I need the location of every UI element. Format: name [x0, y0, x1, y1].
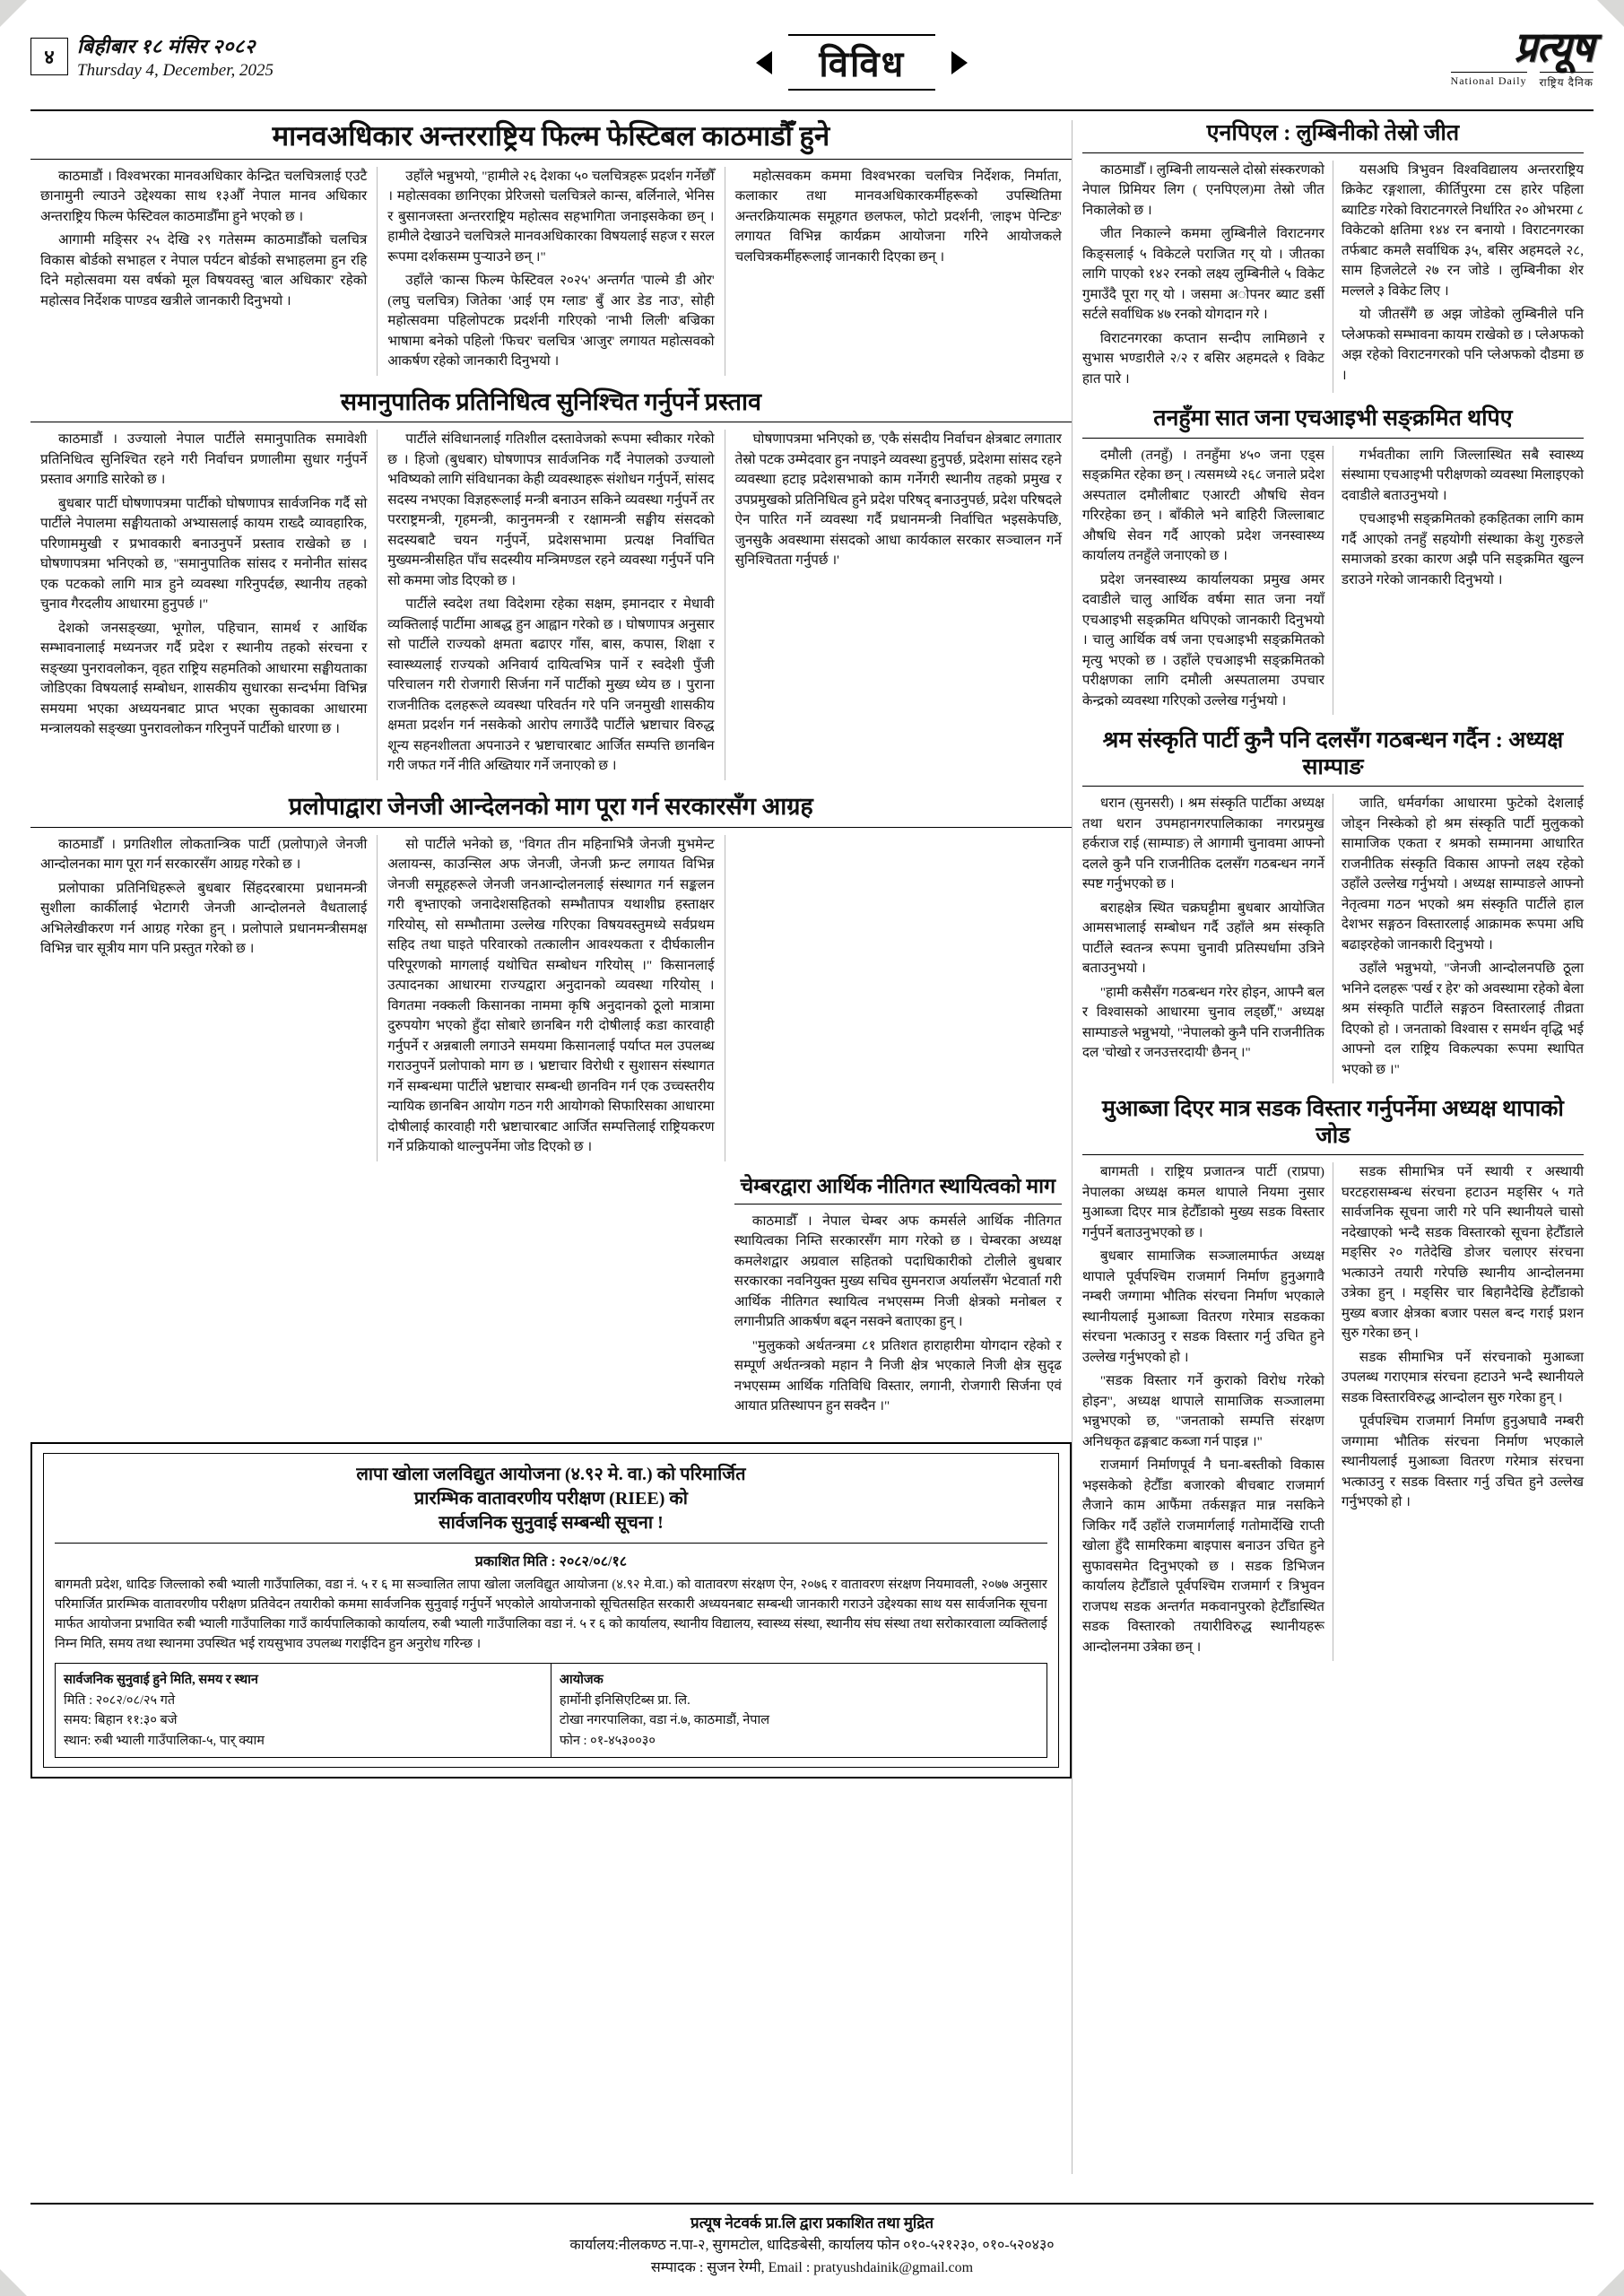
column [378, 167, 725, 376]
article-hiv-headline: तनहुँमा सात जना एचआइभी सङ्क्रमित थपिए [1082, 405, 1584, 439]
footer-editor: सम्पादक : सुजन रेग्मी, Email : pratyushdainik@gmail.com [650, 2260, 974, 2276]
article-film-festival [30, 120, 1072, 376]
paragraph: काठमाडौँ । प्रगतिशील लोकतान्त्रिक पार्टी (प्रलोपा)ले जेनजी आन्दोलनका माग पूरा गर्न सरकारसँग आग्रह गरेको छ । [40, 836, 368, 873]
masthead-left [30, 25, 274, 81]
column [378, 835, 725, 1161]
paragraph: काठमाडौं । विश्वभरका मानवअधिकार केन्द्रित चलचित्रलाई एउटै छानामुनी ल्याउने उद्देश्यका साथ १३औँ नेपाल मानव अधिकार अन्तराष्ट्रिय फिल्म फेस्टिवल काठमाडौँमा हुने भएको छ । [40, 168, 368, 224]
right-zone [1072, 120, 1594, 2174]
article-road-compensation [1082, 1096, 1584, 1661]
logo-subtitle [1451, 72, 1594, 90]
paragraph: राजमार्ग निर्माणपूर्व नै घना-बस्तीको विकास भइसकेको हेटौँडा बजारको बीचबाट राजमार्ग लैजाने काम आफैंमा तर्कसङ्गत मान्न नसकिने जिकिर गर्दै उहाँले राजमार्गलाई गतोमार्देखि राप्ती खोला हुँदै सामरिकमा बाइपास बनाउन उचित हुने सुफावसमेत दिनुभएको छ । सडक डिभिजन कार्यालय हेटौँडाले पूर्वपश्चिम राजमार्ग र त्रिभुवन राजपथ सडक अन्तर्गत मकवानपुरको हेटौँडास्थित सडक विस्तारको तयारीविरुद्ध स्थानीयहरू आन्दोलनमा उत्रेका छन् । [1081, 1457, 1324, 1655]
paragraph: उहाँले 'कान्स फिल्म फेस्टिवल २०२५' अन्तर्गत 'पाल्मे डी ओर' (लघु चलचित्र) जितेका 'आई एम ग्लाड' बुँ आर डेड नाउ', सोही महोत्सवमा पहिलोपटक प्रदर्शनी गरिएको 'नाभी लिली' बज्रिका भाषामा बनेको पहिलो 'फिचर' चलचित्र 'आजुर' लगायत महोत्सवको आकर्षण रहेको जानकारी दिनुभयो । [387, 273, 715, 370]
notice-hearing-time: समय: बिहान ११:३० बजे [64, 1713, 178, 1728]
section-title: विविध [788, 34, 935, 91]
paragraph: पार्टीले स्वदेश तथा विदेशमा रहेका सक्षम, इमानदार र मेधावी व्यक्तिलाई पार्टीमा आबद्ध हुन आह्वान गरेको छ । घोषणापत्र अनुसार सो पार्टीले राज्यको क्षमता बढाएर गाँस, बास, कपास, शिक्षा र स्वास्थ्यलाई राज्यको अनिवार्य दायित्वभित्र पार्ने र स्वदेशी पुँजी परिचालन गरी रोजगारी सिर्जना गर्ने पार्टीको मुख्य ध्येय छ । पुराना राजनीतिक दलहरूले व्यवस्था परिवर्तन गरे पनि जनमुखी शासकीय क्षमता प्रदर्शन गर्न नसकेको आरोप लगाउँदै पार्टीले भ्रष्टाचार विरुद्ध शून्य सहनशीलता अपनाउने र भ्रष्टाचारबाट आर्जित सम्पत्ति छानबिन गरी जफत गर्ने नीति अख्तियार गर्ने जनाएको छ । [387, 596, 715, 774]
article-shram-party [1082, 727, 1584, 1083]
article-npl-headline: एनपिएल : लुम्बिनीको तेस्रो जीत [1082, 120, 1584, 153]
paragraph: काठमाडौँ । लुम्बिनी लायन्सले दोस्रो संस्करणको नेपाल प्रिमियर लिग ( एनपिएल)मा तेस्रो जीत निकालेको छ । [1081, 161, 1324, 218]
paragraph: पार्टीले संविधानलाई गतिशील दस्तावेजको रूपमा स्वीकार गरेको छ । हिजो (बुधबार) घोषणापत्र सार्वजनिक गर्दै नेपालको उज्यालो भविष्यको लागि संविधानका केही व्यवस्थाहरू संशोधन गर्नुपर्ने, सांसद सदस्य नभएका विज्ञहरूलाई मन्त्री बनाउन सकिने व्यवस्था गर्नुपर्ने तर परराष्ट्रमन्त्री, गृहमन्त्री, कानुनमन्त्री र रक्षामन्त्री सङ्घीय संसदको सदस्यबाटै चयन गर्नुपर्ने, प्रदेशसभामा प्रत्यक्ष निर्वाचित मुख्यमन्त्रीसहित पाँच सदस्यीय मन्त्रिमण्डल रहने व्यवस्था गर्नुपर्ने पनि सो कममा जोड दिएको छ । [387, 431, 715, 588]
paragraph: काठमाडौँ । नेपाल चेम्बर अफ कमर्सले आर्थिक नीतिगत स्थायित्वका निम्ति सरकारसँग माग गरेको छ । चेम्बरका अध्यक्ष कमलेशद्वार अग्रवाल सहितको पदाधिकारीको टोलीले बुधबार सरकारका नवनियुक्त मुख्य सचिव सुमनराज अर्यालसँग भेटवार्ता गरी आर्थिक नीतिगत स्थायित्व नभएसम्म निजी क्षेत्रको मनोबल र लगानीप्रति आकर्षण बढ्न नसक्ने बताएका हुन् । [734, 1213, 1062, 1330]
date-english: Thursday 4, December, 2025 [77, 61, 274, 80]
column [725, 835, 1072, 1161]
paragraph: आगामी मङि्सर २५ देखि २९ गतेसम्म काठमाडौँको चलचित्र विकास बोर्डको सभाहल र नेपाल पर्यटन बोर्डको सभाहलमा हुन रहि दिने महोत्सवमा यस वर्षको मूल विषयवस्तु 'बाल अधिकार' रहेको महोत्सव निर्देशक पाण्डव खत्रीले जानकारी दिनुभयो । [40, 232, 368, 309]
logo-subtitle-nepali: राष्ट्रिय दैनिक [1540, 72, 1594, 90]
footer-office: कार्यालय:नीलकण्ठ न.पा-२, सुगमटोल, धादिङबेसी, कार्यालय फोन ०१०-५२१२३०, ०१०-५२०४३० [569, 2238, 1055, 2254]
paragraph: यो जीतसँगै छ अझ जोडेको लुम्बिनीले पनि प्लेअफको सम्भावना कायम राखेको छ । प्लेअफको अझ रहेको विराटनगरको पनि प्लेअफको दौडमा छ । [1341, 307, 1585, 383]
column [1333, 1162, 1584, 1661]
column [725, 430, 1072, 780]
column [1082, 446, 1333, 716]
paragraph: "हामी कसैसँग गठबन्धन गरेर होइन, आफ्नै बल र विश्वासको आधारमा चुनाव लड्छौँ," अध्यक्ष साम्पाङले भन्नुभयो, "नेपालको कुनै पनि राजनीतिक दल 'चोखो र जनउत्तरदायी' छैनन् ।" [1081, 984, 1324, 1060]
page-content [30, 120, 1594, 2174]
arrow-right-icon [951, 51, 968, 74]
paragraph: प्रलोपाका प्रतिनिधिहरूले बुधबार सिंहदरबारमा प्रधानमन्त्री सुशीला कार्कीलाई भेटागरी जेनजी आन्दोलनले वैधतालाई अभिलेखीकरण गर्न आग्रह गरेका हुन् । प्रलोपाले प्रधानमन्त्रीसमक्ष विभिन्न चार सूत्रीय माग पनि प्रस्तुत गरेको छ । [40, 880, 368, 957]
arrow-left-icon [756, 51, 772, 74]
column [1082, 1162, 1333, 1661]
notice-details-table [55, 1663, 1047, 1758]
notice-organizer-phone: फोन : ०१-४५३००३० [559, 1733, 656, 1748]
notice-publish-date: प्रकाशित मिति : २०८२/०८/१८ [474, 1553, 628, 1570]
paragraph: उहाँले भन्नुभयो, "जेनजी आन्दोलनपछि ठूला भनिने दलहरू 'पर्ख र हेर' को अवस्थामा रहेको बेला श्रम संस्कृति पार्टीले सङ्गठन विस्तारलाई तीव्रता दिएको हो । जनताको विश्वास र समर्थन वृद्धि भई आफ्नो दल राष्ट्रिय विकल्पका रूपमा स्थापित भएको छ ।" [1341, 961, 1585, 1077]
column [1333, 446, 1584, 716]
article-film-festival-headline: मानवअधिकार अन्तरराष्ट्रिय फिल्म फेस्टिबल काठमाडौँ हुने [30, 120, 1072, 160]
notice-organizer-name: हार्मोनी इनिसिएटिब्स प्रा. लि. [559, 1692, 690, 1708]
paragraph: बुधबार सामाजिक सञ्जालमार्फत अध्यक्ष थापाले पूर्वपश्चिम राजमार्ग निर्माण हुनुअगावै नम्बरी जग्गामा भौतिक संरचना निर्माण भएकाले स्थानीयलाई मुआब्जा वितरण गरेमात्र सडकका संरचना भत्काउनु र सडक विस्तार गर्नु उचित हुने उल्लेख गर्नुभएको हो । [1081, 1248, 1324, 1365]
column [30, 430, 378, 780]
paragraph: महोत्सवकम कममा विश्वभरका चलचित्र निर्देशक, निर्माता, कलाकार तथा मानवअधिकारकर्मीहरूको उपस्थितिमा अन्तरक्रियात्मक समूहगत छलफल, फोटो प्रदर्शनी, 'लाइभ पेन्टिङ' लगायत विभिन्न कार्यक्रम आयोजना गरिने आयोजकले चलचित्रकर्मीहरूलाई जानकारी दिएका छन् । [734, 168, 1062, 265]
logo-wordmark: प्रत्यूष [1514, 24, 1594, 70]
column [1082, 161, 1333, 394]
paragraph: काठमाडौं । उज्यालो नेपाल पार्टीले समानुपातिक समावेशी प्रतिनिधित्व सुनिश्चित रहने गरी निर्वाचन प्रणालीमा सुधार गर्नुपर्ने प्रस्ताव अगाडि सारेको छ । [40, 431, 368, 488]
article-genz-headline: प्रलोपाद्वारा जेनजी आन्देलनको माग पूरा गर्न सरकारसँग आग्रह [30, 793, 1072, 828]
paragraph: सडक सीमाभित्र पर्ने स्थायी र अस्थायी घरटहरासम्बन्ध संरचना हटाउन मङ्सिर ५ गते सार्वजनिक सूचना जारी गरे पनि स्थानीयले चासो नदेखाएको भन्दै सडक विस्तारको सूचना हेटौँडाले मङ्सिर २० गतेदेखि डोजर चलाएर संरचना भत्काउने तयारी गरेपछि स्थानीय आन्दोलनमा उत्रेका हुन् । मङ्सिर चार बिहानैदेखि हेटौँडाको मुख्य बजार क्षेत्रका बजार पसल बन्द गराई प्रशन सुरु गरेका छन् । [1341, 1164, 1585, 1341]
corner-fold-top-right [1597, 0, 1624, 27]
logo-subtitle-english: National Daily [1451, 72, 1527, 90]
column [1333, 161, 1584, 394]
paragraph: धरान (सुनसरी) । श्रम संस्कृति पार्टीका अध्यक्ष तथा धरान उपमहानगरपालिकाका नगरप्रमुख हर्कराज राई (साम्पाङ) ले आगामी चुनावमा आफ्नो दलले कुनै पनि राजनीतिक दलसँग गठबन्धन नगर्ने स्पष्ट गर्नुभएको छ । [1081, 796, 1324, 891]
paragraph: प्रदेश जनस्वास्थ्य कार्यालयका प्रमुख अमर दवाडीले चालु आर्थिक वर्षमा सात जना नयाँ एचआइभी सङ्क्रमित थपिएको जानकारी दिनुभयो । चालु आर्थिक वर्ष जना एचआइभी सङ्क्रमितको मृत्यु भएको छ । उहाँले एचआइभी सङ्क्रमितको परीक्षणका लागि दमौली अस्पतालमा उपचार केन्द्रको व्यवस्था गरिएको उल्लेख गर्नुभयो । [1081, 571, 1324, 709]
paragraph: बराहक्षेत्र स्थित चक्रघट्टीमा बुधबार आयोजित आमसभालाई सम्बोधन गर्दै उहाँले श्रम संस्कृति पार्टीले स्वतन्त्र रूपमा चुनावी प्रतिस्पर्धामा उत्रिने बताउनुभयो । [1081, 900, 1324, 976]
paragraph: जीत निकाल्ने कममा लुम्बिनीले विराटनगर किङ्सलाई ५ विकेटले पराजित गर् यो । जीतका लागि पाएको १४२ रनको लक्ष्य लुम्बिनीले ५ विकेट गुमाउँदै पूरा गर् यो । जसमा अोपनर ब्याट डर्सी सर्टले सर्वाधिक ४७ रनको योगदान गरे । [1081, 226, 1324, 322]
paragraph: विराटनगरका कप्तान सन्दीप लामिछाने र सुभास भण्डारीले २/२ र बसिर अहमदले १ विकेट हात पारे । [1081, 330, 1324, 387]
paragraph: उहाँले भन्नुभयो, "हामीले २६ देशका ५० चलचित्रहरू प्रदर्शन गर्नेछौँ । महोत्सवका छानिएका प्रेरिजसो चलचित्रले कान्स, बर्लिनाले, भेनिस र बुसानजस्ता अन्तरराष्ट्रिय महोत्सव सहभागिता जनाइसकेका छन् । हामीले देखाउने चलचित्रले मानवअधिकारका विषयलाई सहज र सरल रूपमा दर्शकसम्म पुर्‍याउने छन् ।" [387, 168, 715, 265]
paragraph: एचआइभी सङ्क्रमितको हकहितका लागि काम गर्दै आएको तनहुँ सहयोगी संस्थाका केशु गुरुङले समाजको डरका कारण अझै पनि सङ्क्रमित खुल्न डराउने गरेको जानकारी दिनुभयो । [1341, 511, 1585, 587]
paragraph: दमौली (तनहुँ) । तनहुँमा ४५० जना एड्स सङ्क्रमित रहेका छन् । त्यसमध्ये २६८ जनाले प्रदेश अस्पताल दमौलीबाट एआरटी औषधि सेवन गरिरहेका छन् । बाँकीले भने बाहिरी जिल्लाबाट औषधि सेवन गर्दै आएको प्रदेश जनस्वास्थ्य कार्यालय तनहुँले जनाएको छ । [1081, 447, 1324, 563]
paragraph: बागमती । राष्ट्रिय प्रजातन्त्र पार्टी (राप्रपा) नेपालका अध्यक्ष कमल थापाले नियमा नुसार मुआब्जा दिएर मात्र हेटौँडाको मुख्य सडक विस्तार गर्नुपर्ने बताउनुभएको छ । [1081, 1164, 1324, 1240]
article-road-headline: मुआब्जा दिएर मात्र सडक विस्तार गर्नुपर्नेमा अध्यक्ष थापाको जोड [1082, 1096, 1584, 1155]
notice-organizer-heading: आयोजक [559, 1673, 604, 1688]
paragraph: सडक सीमाभित्र पर्ने संरचनाको मुआब्जा उपलब्ध गराएमात्र संरचना हटाउने भन्दै स्थानीयले सडक विस्तारविरुद्ध आन्दोलन सुरु गरेका हुन् । [1341, 1349, 1585, 1405]
left-zone [30, 120, 1072, 2174]
paragraph: गर्भवतीका लागि जिल्लास्थित सबै स्वास्थ्य संस्थामा एचआइभी परीक्षणको व्यवस्था मिलाइएको दवाडीले बताउनुभयो । [1341, 447, 1585, 503]
column [378, 430, 725, 780]
article-genz-demands [30, 793, 1072, 1161]
public-hearing-notice [30, 1442, 1072, 1779]
column [725, 167, 1072, 376]
paragraph: "सडक विस्तार गर्ने कुराको विरोध गरेको होइन", अध्यक्ष थापाले सामाजिक सञ्जालमा भन्नुभएको छ, "जनताको सम्पत्ति संरक्षण अनिधकृत ढङ्गबाट कब्जा गर्न पाइन्न ।" [1081, 1373, 1324, 1449]
masthead [30, 25, 1594, 111]
notice-hearing-place: स्थान: रुबी भ्याली गाउँपालिका-५, पार् क्याम [64, 1733, 265, 1748]
article-proportional-representation [30, 388, 1072, 780]
paragraph: "मुलुकको अर्थतन्त्रमा ८१ प्रतिशत हाराहारीमा योगदान रहेको र सम्पूर्ण अर्थतन्त्रको महान नै निजी क्षेत्र भएकाले निजी क्षेत्र सुदृढ नभएसम्म आर्थिक गतिविधि विस्तार, लगानी, रोजगारी सिर्जना एवं आयात प्रतिस्थापन हुन सक्दैन ।" [734, 1337, 1062, 1414]
column [725, 1174, 1072, 1421]
section-header [756, 25, 968, 91]
masthead-logo [1451, 25, 1594, 90]
notice-title-line-1: लापा खोला जलविद्युत आयोजना (४.९२ मे. वा.) को परिमार्जित [356, 1464, 746, 1484]
paragraph: पूर्वपश्चिम राजमार्ग निर्माण हुनुअघावै नम्बरी जग्गामा भौतिक संरचना निर्माण भएकाले स्थानीयलाई मुआब्जा वितरण गरेमात्र संरचना भत्काउनु र सडक विस्तार गर्नु उचित हुने उल्लेख गर्नुभएको हो । [1341, 1413, 1585, 1509]
paragraph: घोषणापत्रमा भनिएको छ, 'एकै संसदीय निर्वाचन क्षेत्रबाट लगातार तेस्रो पटक उम्मेदवार हुन नपाइने व्यवस्था हुनुपर्छ, प्रदेशमा सांसद रहने व्यवस्थाा हटाइ प्रदेशसभाको काम गर्नेगरी स्थानीय तहको प्रमुख र उपप्रमुखको प्रतिनिधित्व हुने प्रदेश परिषद् बनाउनुपर्छ, प्रदेश परिषदले ऐन पारित गर्ने व्यवस्था गर्दै प्रधानमन्त्री निर्वाचित भइसकेपछि, जुनसुकै अवस्थामा संसदको आधा कार्यकाल सरकार सञ्चालन गर्ने सुनिश्चितता गर्नुपर्छ ।' [734, 431, 1062, 569]
notice-body-text: बागमती प्रदेश, धादिङ जिल्लाको रुबी भ्याली गाउँपालिका, वडा नं. ५ र ६ मा सञ्चालित लापा खोला जलविद्युत आयोजना (४.९२ मे.वा.) को वातावरण संरक्षण ऐन, २०७६ र वातावरण संरक्षण नियमावली, २०७७ अनुसार परिमार्जित प्रारम्भिक वातावरणीय परीक्षण प्रतिवेदन तयारीको कममा सार्वजनिक सुनुवाई गर्नुपर्ने भएकोले आयोजनाको सूचितसहित सरकारी अध्ययनबाट सम्बन्धी जानकारी गराउने उद्देश्यका साथ यस सार्वजनिक सूचना मार्फत आयोजना प्रभावित रुबी भ्याली गाउँपालिका गाउँ कार्यपालिकाको कार्यालय, रुबी भ्याली गाउँपालिका वडा नं. ५ र ६ को कार्यालय, स्थानीय विद्यालय, स्वास्थ्य संस्था, स्थानीय संघ संस्था तथा सरोकारवाला व्यक्तिलाई निम्न मिति, समय तथा स्थानमा उपस्थित भई रायसुभाव उपलब्ध गराईदिन हुन अनुरोध गरिन्छ । [55, 1577, 1047, 1651]
corner-fold-bottom-right [1597, 2269, 1624, 2296]
paragraph: जाति, धर्मवर्गका आधारमा फुटेको देशलाई जोड्न निस्केको हो श्रम संस्कृति पार्टी मुलुकको सामाजिक एकता र श्रमको सम्मानमा आधारित राजनीतिक संस्कृति विकास आफ्नो लक्ष्य रहेको उहाँले उल्लेख गर्नुभयो । अध्यक्ष साम्पाङले आफ्नो नेतृत्वमा गठन भएको श्रम संस्कृति पार्टीले हाल देशभर सङ्गठन विस्तारलाई आक्रामक रूपमा अघि बढाइरहेको जानकारी दिनुभयो । [1341, 796, 1585, 952]
notice-inner-frame [43, 1453, 1059, 1768]
column [30, 835, 378, 1161]
paragraph: सो पार्टीले भनेको छ, "विगत तीन महिनाभित्रै जेनजी मुभमेन्ट अलायन्स, काउन्सिल अफ जेनजी, जेनजी फ्रन्ट लगायत विभिन्न जेनजी समूहहरूले जेनजी जनआन्दोलनलाई संस्थागत गर्न सङ्कलन गरी बृभ्ताएको जनादेशसहितको सम्भौतापत्र यथाशीघ्र हस्ताक्षर गरियोस्, सो सम्भौतामा उल्लेख गरिएका विषयवस्तुमध्ये सर्वप्रथम सहिद तथा घाइते परिवारको तत्कालीन आवश्यकता र दीर्घकालीन परिपूरणको मागलाई यथोचित सम्बोधन गरियोस् ।" किसानलाई उत्पादनका आधारमा राज्यद्वारा अनुदानको व्यवस्था गरियोस् । विगतमा नक्कली किसानका नाममा कृषि अनुदानको ठूलो मात्रामा दुरुपयोग भएको हुँदा सोबारे छानबिन गरी दोषीलाई कडा कारवाही गर्नुपर्ने र अन्नबाली लगाउने समयमा किसानलाई पर्याप्त मल उपलब्ध गराउनुपर्ने प्रलोपाको माग छ । भ्रष्टाचार विरोधी र सुशासन संस्थागत गर्ने सम्बन्धमा पार्टीले भ्रष्टाचार सम्बन्धी छानविन गर्न एक उच्चस्तरीय न्यायिक छानबिन आयोग गठन गरी आयोगको सिफारिसका आधारमा दोषीलाई कारवाही गरी भ्रष्टाचारबाट आर्जित सम्पत्तिलाई राष्ट्रियकरण गर्ने प्रक्रियाको थाल्नुपर्नेमा जोड दिएको छ । [387, 836, 715, 1155]
corner-fold-top-left [0, 0, 27, 27]
paragraph: यसअघि त्रिभुवन विश्वविद्यालय अन्तरराष्ट्रिय क्रिकेट रङ्गशाला, कीर्तिपुरमा टस हारेर पहिला ब्याटिङ गरेको विराटनगरले निर्धारित २० ओभरमा ८ विकेटको क्षतिमा १४४ रन बनायो । विराटनगरका तर्फबाट कमलै सर्वाधिक ३५, बसिर अहमदले २८, साम हिजलेटले २७ रन जोडे । लुम्बिनीका शेर मल्लले ३ विकेट लिए । [1341, 161, 1585, 299]
notice-hearing-date: मिति : २०८२/०८/२५ गते [64, 1692, 176, 1708]
article-hiv-tanahun [1082, 405, 1584, 715]
article-chamber-headline: चेम्बरद्वारा आर्थिक नीतिगत स्थायित्वको माग [734, 1174, 1062, 1205]
article-shram-headline: श्रम संस्कृति पार्टी कुनै पनि दलसँग गठबन्धन गर्दैन : अध्यक्ष साम्पाङ [1082, 727, 1584, 787]
notice-hearing-cell [56, 1664, 551, 1757]
page-number: ४ [30, 38, 68, 75]
corner-fold-bottom-left [0, 2269, 27, 2296]
notice-divider [55, 1543, 1047, 1544]
notice-organizer-cell [551, 1664, 1046, 1757]
notice-title-line-2: प्रारम्भिक वातावरणीय परीक्षण (RIEE) को [413, 1488, 688, 1509]
notice-organizer-address: टोखा नगरपालिका, वडा नं.७, काठमाडौं, नेपाल [559, 1713, 770, 1728]
page-footer [30, 2203, 1594, 2280]
masthead-dates [77, 32, 274, 81]
date-nepali: बिहीबार १८ मंसिर २०८२ [77, 35, 256, 57]
article-npl-cricket [1082, 120, 1584, 393]
column [1333, 794, 1584, 1083]
article-chamber-economy [30, 1174, 1072, 1421]
column [1082, 794, 1333, 1083]
chamber-filler [30, 1174, 725, 1421]
notice-hearing-heading: सार्वजनिक सुनुवाई हुने मिति, समय र स्थान [64, 1673, 258, 1688]
paragraph: बुधबार पार्टी घोषणापत्रमा पार्टीको घोषणापत्र सार्वजनिक गर्दै सो पार्टीले नेपालमा सङ्घीयताको अभ्यासलाई कायम राख्दै व्यावहारिक, परिणाममुखी र प्रभावकारी बनाउनुपर्ने प्रस्ताव राखेको छ । घोषणापत्रमा भनिएको छ, "समानुपातिक सांसद र मनोनीत सांसद एक पटकको लागि मात्र हुने व्यवस्था गरिनुपर्दछ, स्थानीय तहको चुनाव गैरदलीय आधारमा हुनुपर्छ ।" [40, 495, 368, 613]
article-proportional-headline: समानुपातिक प्रतिनिधित्व सुनिश्चित गर्नुपर्ने प्रस्ताव [30, 388, 1072, 423]
footer-publisher: प्रत्यूष नेटवर्क प्रा.लि द्वारा प्रकाशित तथा मुद्रित [690, 2214, 934, 2232]
paragraph: देशको जनसङ्ख्या, भूगोल, पहिचान, सामर्थ र आर्थिक सम्भावनालाई मध्यनजर गर्दै प्रदेश र स्थानीय तहको संरचना र सङ्ख्या पुनरावलोकन, वृहत राष्ट्रिय सहमतिको आधारमा सङ्घीयताका जोडिएका विषयलाई सम्बोधन, शासकीय सुधारका सन्दर्भमा विभिन्न समयमा भएका अध्ययनबाट प्राप्त भएका सुकावका आधारमा मन्त्रालयको सङ्ख्या पुनरावलोकन गरिनुपर्ने पार्टीको धारणा छ । [40, 620, 368, 737]
column [30, 167, 378, 376]
notice-title-line-3: सार्वजनिक सुनुवाई सम्बन्धी सूचना ! [439, 1512, 664, 1533]
